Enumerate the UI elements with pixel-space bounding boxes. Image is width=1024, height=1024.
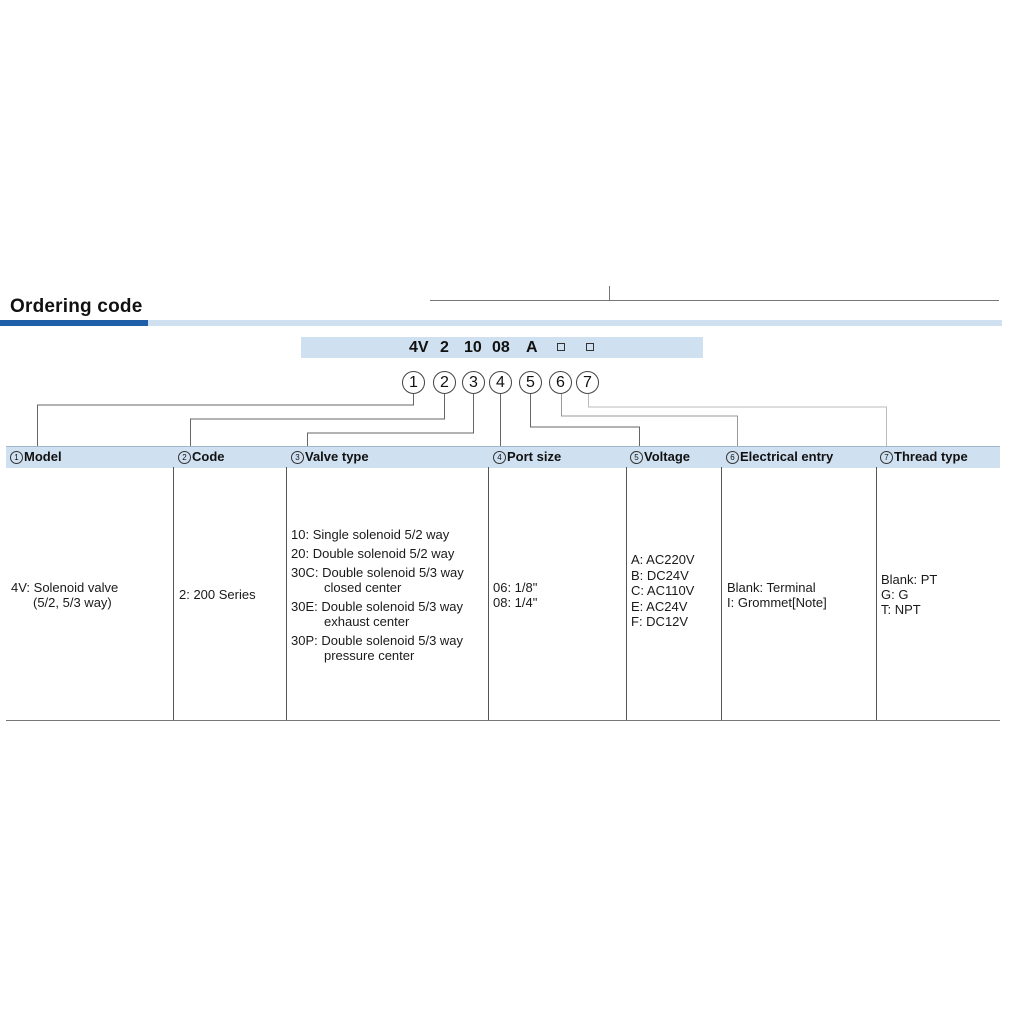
electrical-entry-option: Blank: Terminal [727,580,816,595]
column-divider [721,467,722,720]
thread-type-option: Blank: PT [881,572,938,587]
code-part-series: 2 [440,339,449,356]
table-bottom-rule [6,720,1000,721]
cell-valve-type [291,527,464,667]
thread-type-option: T: NPT [881,602,921,617]
cell-code [179,587,256,602]
valve-type-option: 30P: Double solenoid 5/3 way pressure center [291,633,464,663]
cell-model [11,580,118,610]
col-header-model: 1 Model [10,449,62,464]
position-number: 2 [433,371,456,394]
voltage-option: E: AC24V [631,598,688,614]
model-line: 4V: Solenoid valve [11,580,119,595]
column-divider [286,467,287,720]
code-part-valve: 10 [464,339,482,356]
leader-line-electrical [562,394,738,446]
voltage-option: F: DC12V [631,614,689,629]
leader-line-voltage [531,394,640,446]
col-header-electrical-entry: 6 Electrical entry [726,449,833,464]
position-number: 1 [402,371,425,394]
leader-line-code [191,394,445,446]
electrical-entry-option: I: Grommet[Note] [727,595,827,610]
position-number: 6 [549,371,572,394]
valve-type-option: 20: Double solenoid 5/2 way [291,546,455,561]
col-header-valve-type: 3 Valve type [291,449,369,464]
column-divider [876,467,877,720]
column-divider [173,467,174,720]
col-header-code: 2 Code [178,449,225,464]
voltage-option: B: DC24V [631,567,689,583]
position-number: 3 [462,371,485,394]
port-size-option: 08: 1/4" [493,595,538,610]
voltage-option: A: AC220V [631,552,695,567]
column-divider [488,467,489,720]
cell-port-size [493,580,537,610]
code-part-port: 08 [492,339,510,356]
col-header-thread-type: 7 Thread type [880,449,968,464]
cell-electrical-entry [727,580,827,610]
port-size-option: 06: 1/8" [493,580,538,595]
leader-line-model [38,394,414,446]
code-part-model: 4V [409,339,429,356]
valve-type-option: 10: Single solenoid 5/2 way [291,527,450,542]
valve-type-option: 30E: Double solenoid 5/3 way exhaust center [291,599,464,629]
col-header-voltage: 5 Voltage [630,449,690,464]
col-header-port-size: 4 Port size [493,449,561,464]
thread-type-option: G: G [881,587,909,602]
series-value: 2: 200 Series [179,587,256,602]
code-part-voltage: A [526,339,538,356]
column-divider [626,467,627,720]
leader-line-valve [308,394,474,446]
cell-thread-type [881,572,937,617]
cell-voltage [631,552,695,630]
position-number: 4 [489,371,512,394]
valve-type-option: 30C: Double solenoid 5/3 way closed center [291,565,464,595]
voltage-option: C: AC110V [631,583,695,598]
position-number: 7 [576,371,599,394]
position-number: 5 [519,371,542,394]
model-line: (5/2, 5/3 way) [33,595,112,610]
section-title: Ordering code [10,296,143,317]
